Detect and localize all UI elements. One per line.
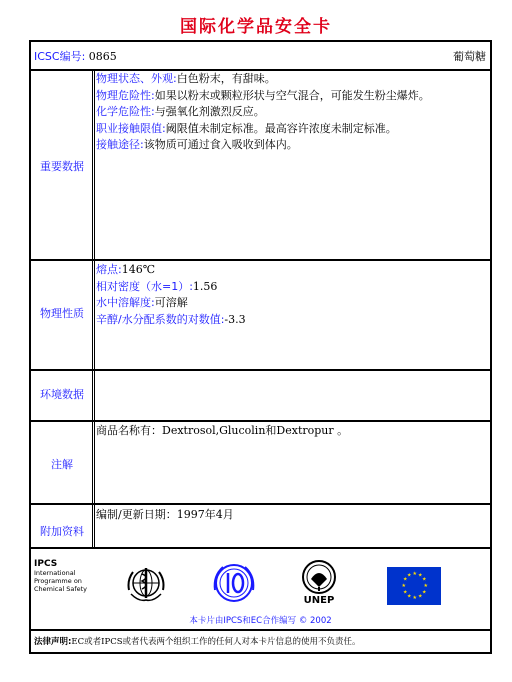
divider: [31, 369, 490, 371]
ipcs-block: [34, 559, 114, 593]
divider: [31, 547, 490, 549]
column-divider: [94, 71, 95, 547]
section-label-notes: 注解: [51, 458, 73, 471]
physical-line: 相对密度（水=1）:1.56: [96, 279, 218, 293]
credit-text: 本卡片由IPCS和EC合作编写 © 2002: [189, 616, 332, 626]
legal-label: 法律声明:: [34, 637, 72, 647]
svg-text:★: ★: [422, 589, 427, 596]
svg-text:★: ★: [401, 583, 406, 589]
svg-text:★: ★: [403, 589, 408, 596]
divider: [31, 503, 490, 505]
important-line: 接触途径:该物质可通过食入吸收到体内。: [96, 138, 298, 151]
important-line: 物理危险性:如果以粉末或颗粒形状与空气混合，可能发生粉尘爆炸。: [96, 88, 430, 102]
who-logo-icon: [125, 562, 167, 604]
svg-text:★: ★: [407, 593, 412, 600]
icsc-number-field: [34, 48, 117, 64]
ilo-logo-icon: [211, 560, 257, 606]
icsc-number: 0865: [88, 50, 117, 63]
section-label-additional: 附加资料: [40, 525, 84, 538]
svg-text:★: ★: [418, 593, 423, 600]
section-important: [96, 71, 487, 154]
svg-text:★: ★: [412, 571, 417, 577]
ipcs-title: IPCS: [34, 559, 58, 569]
chemical-name: 葡萄糖: [453, 50, 486, 63]
ipcs-sub-line: International: [34, 569, 76, 577]
svg-text:★: ★: [412, 595, 417, 601]
physical-line: 熔点:146℃: [96, 263, 156, 276]
svg-text:★: ★: [418, 572, 423, 579]
section-notes: 商品名称有：Dextrosol,Glucolin和Dextropur 。: [96, 424, 349, 437]
divider: [31, 420, 490, 422]
section-label-environment: 环境数据: [40, 388, 84, 401]
icsc-label: ICSC编号:: [34, 50, 86, 63]
divider: [31, 629, 490, 631]
unep-label: UNEP: [303, 595, 335, 606]
svg-text:★: ★: [403, 576, 408, 583]
card-frame: [29, 40, 492, 654]
ipcs-sub-line: Chemical Safety: [34, 585, 88, 593]
physical-line: 辛醇/水分配系数的对数值:-3.3: [96, 312, 246, 326]
svg-text:★: ★: [423, 583, 428, 589]
svg-text:★: ★: [422, 576, 427, 583]
physical-line: 水中溶解度:可溶解: [96, 296, 188, 309]
important-line: 职业接触限值:阈限值未制定标准。最高容许浓度未制定标准。: [96, 121, 397, 135]
section-label-physical: 物理性质: [40, 307, 84, 320]
ipcs-sub-line: Programme on: [34, 577, 82, 585]
section-label-important: 重要数据: [40, 160, 84, 173]
eu-flag-icon: [387, 567, 441, 605]
important-line: 化学危险性:与强氧化剂激烈反应。: [96, 105, 265, 118]
divider: [31, 259, 490, 261]
section-physical: [96, 262, 487, 328]
section-additional: 编制/更新日期：1997年4月: [96, 508, 234, 521]
page-title: 国际化学品安全卡: [180, 17, 332, 37]
important-line: 物理状态、外观:白色粉末，有甜味。: [96, 72, 276, 85]
legal-notice: [34, 635, 361, 647]
svg-text:★: ★: [407, 572, 412, 579]
legal-text: EC或者IPCS或者代表两个组织工作的任何人对本卡片信息的使用不负责任。: [71, 637, 361, 647]
unep-logo-icon: [297, 559, 341, 595]
